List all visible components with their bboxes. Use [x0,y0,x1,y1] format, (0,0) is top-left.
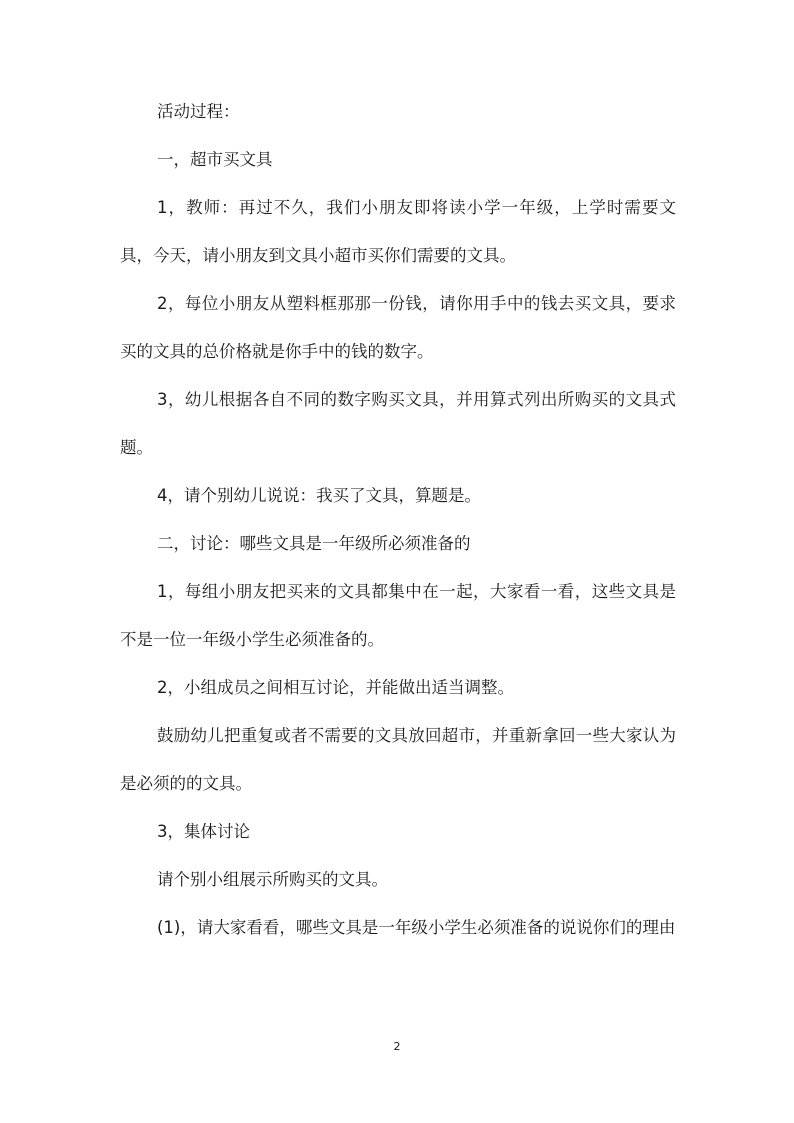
paragraph: 2，每位小朋友从塑料框那那一份钱，请你用手中的钱去买文具，要求买的文具的总价格就是你手中的钱的数字。 [120,294,676,361]
page-number: 2 [393,1040,401,1053]
paragraph: 3，集体讨论 [157,822,250,841]
document-body [120,88,676,952]
paragraph: 活动过程： [157,102,240,121]
paragraph: 2，小组成员之间相互讨论，并能做出适当调整。 [157,678,514,697]
paragraph: 1，每组小朋友把买来的文具都集中在一起，大家看一看，这些文具是不是一位一年级小学生必须准备的。 [120,582,676,649]
paragraph: 鼓励幼儿把重复或者不需要的文具放回超市，并重新拿回一些大家认为是必须的的文具。 [120,726,676,793]
paragraph: 4，请个别幼儿说说：我买了文具，算题是。 [157,486,481,505]
paragraph: (1)，请大家看看，哪些文具是一年级小学生必须准备的说说你们的理由 [157,918,676,937]
paragraph: 3，幼儿根据各自不同的数字购买文具，并用算式列出所购买的文具式题。 [120,390,676,457]
section-heading: 二，讨论：哪些文具是一年级所必须准备的 [157,534,471,553]
paragraph: 请个别小组展示所购买的文具。 [157,870,388,889]
section-heading: 一，超市买文具 [157,150,273,169]
paragraph: 1，教师：再过不久，我们小朋友即将读小学一年级，上学时需要文具，今天，请小朋友到文具小超市买你们需要的文具。 [120,198,676,265]
